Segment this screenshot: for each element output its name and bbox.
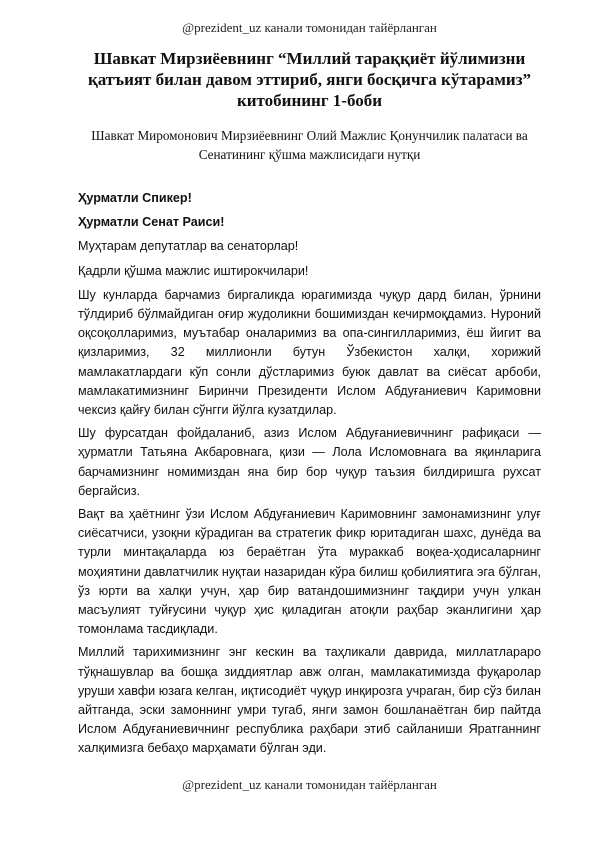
document-body xyxy=(78,189,541,759)
body-paragraph: Вақт ва ҳаётнинг ўзи Ислом Абдуғаниевич Каримовнинг замонамизнинг улуғ сиёсатчиси, узоқни кўрадиган ва стратегик фикр юритадиган шахс, дунёда ва турли минтақаларда юз бераётган ўта мураккаб воқеа-ҳодисаларнинг моҳиятини давлатчилик нуқтаи назаридан кўра билиш қобилиятига эга бўлган, ўз юрти ва халқи учун, ҳар бир ватандошимизнинг тақдири учун улкан масъулият туйғусини чуқур ҳис қиладиган атоқли раҳбар эканлигини ҳар томонлама тасдиқлади. xyxy=(78,507,541,637)
body-paragraph: Шу кунларда барчамиз биргаликда юрагимизда чуқур дард билан, ўрнини тўлдириб бўлмайдиган оғир жудоликни бошимиздан кечирмоқдамиз. Нуроний оқсоқолларимиз, муътабар оналаримиз ва опа-сингилларимиз, ёш йигит ва қизларимиз, 32 миллионли бутун Ўзбекистон халқи, хорижий мамлакатлардаги кўп сонли дўстларимиз буюк давлат ва сиёсат арбоби, мамлакатимизнинг Биринчи Президенти Ислом Абдуғаниевич Каримовни чексиз қайғу билан сўнгги йўлга кузатдилар. xyxy=(78,287,541,418)
greeting-speaker: Ҳурматли Спикер! xyxy=(78,191,192,205)
document-title: Шавкат Мирзиёевнинг “Миллий тараққиёт йўлимизни қатъият билан давом эттириб, янги босқичга кўтарамиз” китобининг 1-боби xyxy=(87,49,532,110)
body-paragraph: Миллий тарихимизнинг энг кескин ва таҳликали даврида, миллатлараро тўқнашувлар ва бошқа зиддиятлар авж олган, мамлакатимизда фуқаролар уруши хавфи юзага келган, иқтисодиёт чуқур инқирозга учраган, бир сўз билан айтганда, эски замоннинг умри тугаб, янги замон бошланаётган бир пайтда Ислом Абдуғаниевичнинг республика раҳбари этиб сайланиши Яратганнинг халқимизга бебаҳо марҳамати бўлган эди. xyxy=(78,645,541,756)
address-participants: Қадрли қўшма мажлис иштирокчилари! xyxy=(78,263,309,278)
header-channel-note: @prezident_uz канали томонидан тайёрланган xyxy=(182,20,437,35)
address-deputies: Муҳтарам депутатлар ва сенаторлар! xyxy=(78,239,299,254)
footer-channel-note: @prezident_uz канали томонидан тайёрланган xyxy=(182,777,437,792)
greeting-senate-chair: Ҳурматли Сенат Раиси! xyxy=(78,215,225,230)
body-paragraph: Шу фурсатдан фойдаланиб, азиз Ислом Абдуғаниевичнинг рафиқаси — ҳурматли Татьяна Акбаровнага, қизи — Лола Исломовнага ва яқинларига барчамизнинг номимиздан яна бир бор чуқур таъзия билдиришга рухсат бергайсиз. xyxy=(78,426,541,498)
document-subtitle: Шавкат Миромонович Мирзиёевнинг Олий Мажлис Қонунчилик палатаси ва Сенатининг қўшма мажлисидаги нутқи xyxy=(91,128,528,162)
